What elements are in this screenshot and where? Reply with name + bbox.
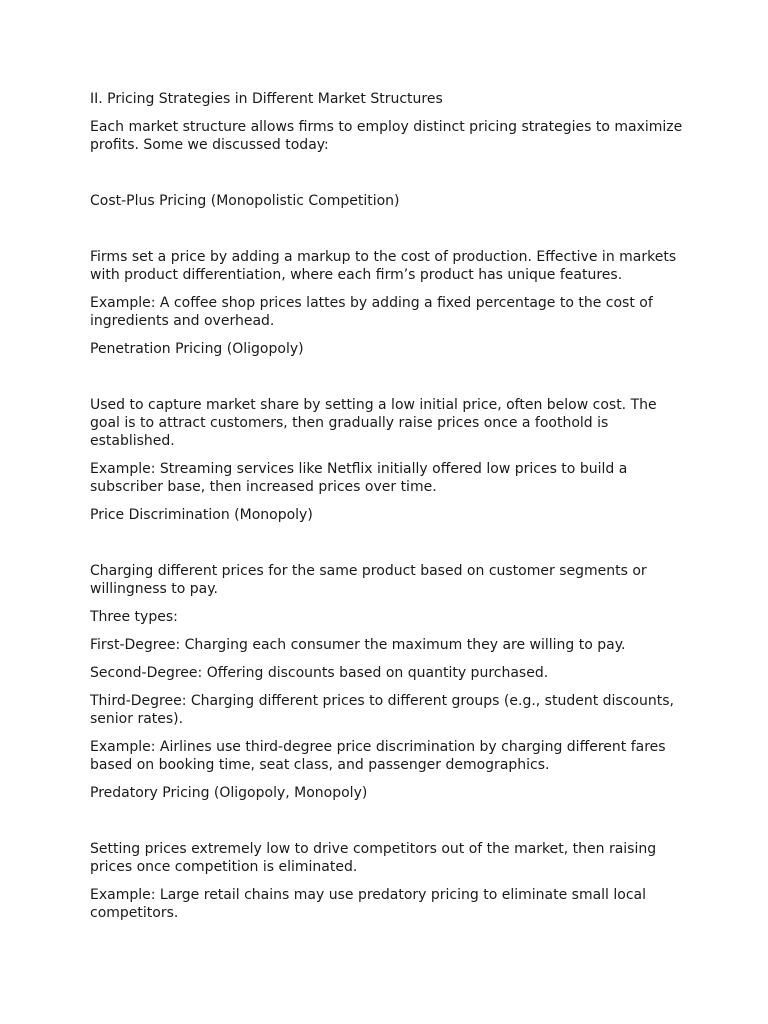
section-paragraph: Setting prices extremely low to drive competitors out of the market, then raising prices once competition is eliminated.: [90, 841, 657, 875]
section-paragraph: Three types:: [90, 609, 178, 625]
section-paragraph: Charging different prices for the same product based on customer segments or willingness to pay.: [90, 563, 647, 597]
document-intro: Each market structure allows firms to employ distinct pricing strategies to maximize profits. Some we discussed today:: [90, 119, 683, 153]
section-title-price-discrimination: Price Discrimination (Monopoly): [90, 507, 313, 523]
section-paragraph: Firms set a price by adding a markup to the cost of production. Effective in markets with product differentiation, where each firm’s product has unique features.: [90, 249, 677, 283]
section-example: Example: Airlines use third-degree price discrimination by charging different fares based on booking time, seat class, and passenger demographics.: [90, 739, 666, 773]
section-example: Example: Large retail chains may use predatory pricing to eliminate small local competitors.: [90, 887, 647, 921]
section-paragraph: First-Degree: Charging each consumer the maximum they are willing to pay.: [90, 637, 626, 653]
section-title-cost-plus: Cost-Plus Pricing (Monopolistic Competition): [90, 193, 400, 209]
document-title: II. Pricing Strategies in Different Market Structures: [90, 91, 443, 107]
section-title-penetration: Penetration Pricing (Oligopoly): [90, 341, 304, 357]
document-page: [90, 90, 690, 932]
section-paragraph: Third-Degree: Charging different prices to different groups (e.g., student discounts, senior rates).: [90, 693, 674, 727]
section-paragraph: Second-Degree: Offering discounts based on quantity purchased.: [90, 665, 549, 681]
section-example: Example: Streaming services like Netflix initially offered low prices to build a subscriber base, then increased prices over time.: [90, 461, 628, 495]
section-title-predatory: Predatory Pricing (Oligopoly, Monopoly): [90, 785, 368, 801]
section-example: Example: A coffee shop prices lattes by adding a fixed percentage to the cost of ingredients and overhead.: [90, 295, 653, 329]
section-paragraph: Used to capture market share by setting a low initial price, often below cost. The goal is to attract customers, then gradually raise prices once a foothold is established.: [90, 397, 657, 449]
